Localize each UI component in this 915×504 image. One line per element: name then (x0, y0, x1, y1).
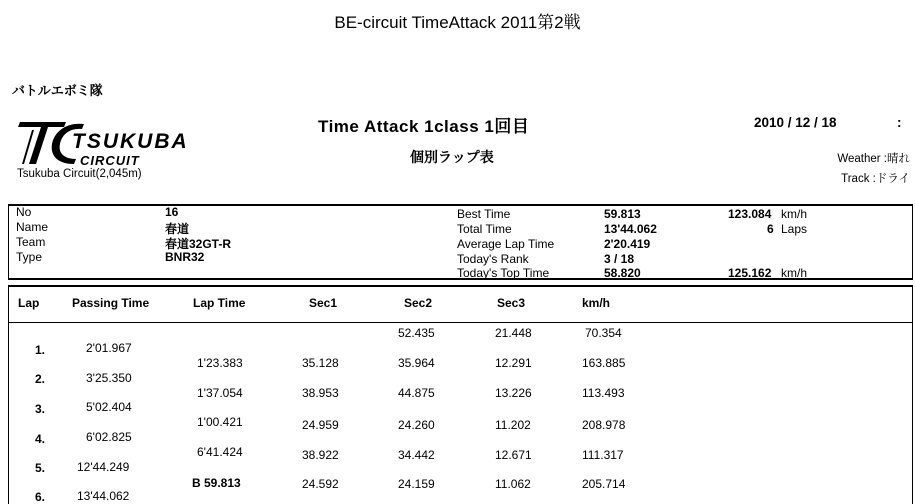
top-time-value: 58.820 (604, 266, 641, 280)
col-header-sec3: Sec3 (497, 296, 526, 310)
best-speed-value: 123.084 (728, 207, 772, 221)
segment-sec2: 44.875 (398, 386, 435, 400)
segment-sec1: 24.592 (302, 477, 339, 491)
avg-lap-label: Average Lap Time (457, 237, 555, 251)
segment-lap-time-best: B 59.813 (192, 476, 241, 490)
lap-number: 5. (35, 461, 46, 475)
track-condition: Track :ドライ (841, 173, 910, 185)
passing-time: 13'44.062 (77, 489, 130, 503)
name-value: 春道 (165, 222, 190, 236)
segment-sec3: 11.202 (495, 418, 531, 432)
passing-time: 3'25.350 (86, 371, 132, 385)
document-title: BE-circuit TimeAttack 2011第2戦 (334, 13, 581, 32)
segment-sec2: 34.442 (398, 448, 435, 462)
laps-count-value: 6 (767, 222, 774, 236)
segment-kmh: 113.493 (582, 386, 625, 400)
passing-time: 5'02.404 (86, 400, 132, 414)
total-time-label: Total Time (457, 222, 512, 236)
first-row-sec3: 21.448 (495, 326, 532, 340)
passing-time: 12'44.249 (77, 460, 130, 474)
segment-sec3: 11.062 (495, 477, 531, 491)
type-label: Type (16, 250, 43, 264)
col-header-passing-time: Passing Time (72, 296, 150, 310)
best-speed-unit: km/h (781, 207, 808, 221)
lap-number: 2. (35, 372, 46, 386)
circuit-subtitle: Tsukuba Circuit(2,045m) (17, 168, 142, 180)
avg-lap-value: 2'20.419 (604, 237, 651, 251)
first-row-kmh: 70.354 (585, 326, 622, 340)
team-value: 春道32GT-R (165, 237, 232, 251)
segment-kmh: 208.978 (582, 418, 626, 432)
segment-kmh: 111.317 (582, 448, 624, 462)
no-value: 16 (165, 205, 179, 219)
col-header-sec1: Sec1 (309, 296, 338, 310)
passing-time: 6'02.825 (86, 430, 132, 444)
rank-value: 3 / 18 (604, 252, 635, 266)
tsukuba-circuit-logo (14, 118, 234, 168)
lap-table (8, 285, 913, 504)
segment-sec2: 24.260 (398, 418, 435, 432)
col-header-lap-time: Lap Time (193, 296, 246, 310)
segment-lap-time: 1'00.421 (197, 415, 243, 429)
segment-sec1: 35.128 (302, 356, 339, 370)
sheet-subtitle: 個別ラップ表 (410, 149, 494, 165)
segment-sec2: 35.964 (398, 356, 435, 370)
segment-lap-time: 1'23.383 (197, 356, 243, 370)
laps-unit: Laps (781, 222, 808, 236)
segment-sec3: 12.291 (495, 356, 532, 370)
segment-sec1: 38.922 (302, 448, 339, 462)
col-header-kmh: km/h (582, 296, 611, 310)
name-label: Name (16, 220, 49, 234)
top-speed-value: 125.162 (728, 266, 772, 280)
svg-text:TSUKUBA: TSUKUBA (72, 130, 189, 153)
segment-sec3: 13.226 (495, 386, 532, 400)
team-label: Team (16, 235, 46, 249)
team-heading: バトルエボミ隊 (12, 83, 103, 98)
segment-lap-time: 1'37.054 (197, 386, 243, 400)
session-title: Time Attack 1class 1回目 (318, 117, 530, 136)
type-value: BNR32 (165, 250, 205, 264)
segment-lap-time: 6'41.424 (197, 445, 243, 459)
event-date: 2010 / 12 / 18 (754, 115, 837, 130)
date-colon: : (897, 115, 902, 130)
lap-number: 3. (35, 402, 46, 416)
segment-kmh: 163.885 (582, 356, 626, 370)
segment-kmh: 205.714 (582, 477, 626, 491)
no-label: No (16, 205, 32, 219)
segment-sec3: 12.671 (495, 448, 532, 462)
segment-sec2: 24.159 (398, 477, 435, 491)
rank-label: Today's Rank (457, 252, 529, 266)
total-time-value: 13'44.062 (604, 222, 657, 236)
weather: Weather :晴れ (837, 153, 910, 165)
segment-sec1: 38.953 (302, 386, 339, 400)
svg-text:CIRCUIT: CIRCUIT (80, 153, 140, 168)
lap-number: 6. (35, 490, 46, 504)
best-time-value: 59.813 (604, 207, 641, 221)
lap-number: 1. (35, 343, 46, 357)
top-speed-unit: km/h (781, 266, 808, 280)
best-time-label: Best Time (457, 207, 511, 221)
passing-time: 2'01.967 (86, 341, 132, 355)
first-row-sec2: 52.435 (398, 326, 435, 340)
top-time-label: Today's Top Time (457, 266, 550, 280)
header-divider (8, 322, 913, 323)
col-header-sec2: Sec2 (404, 296, 433, 310)
col-header-lap: Lap (18, 296, 40, 310)
segment-sec1: 24.959 (302, 418, 339, 432)
lap-number: 4. (35, 432, 46, 446)
